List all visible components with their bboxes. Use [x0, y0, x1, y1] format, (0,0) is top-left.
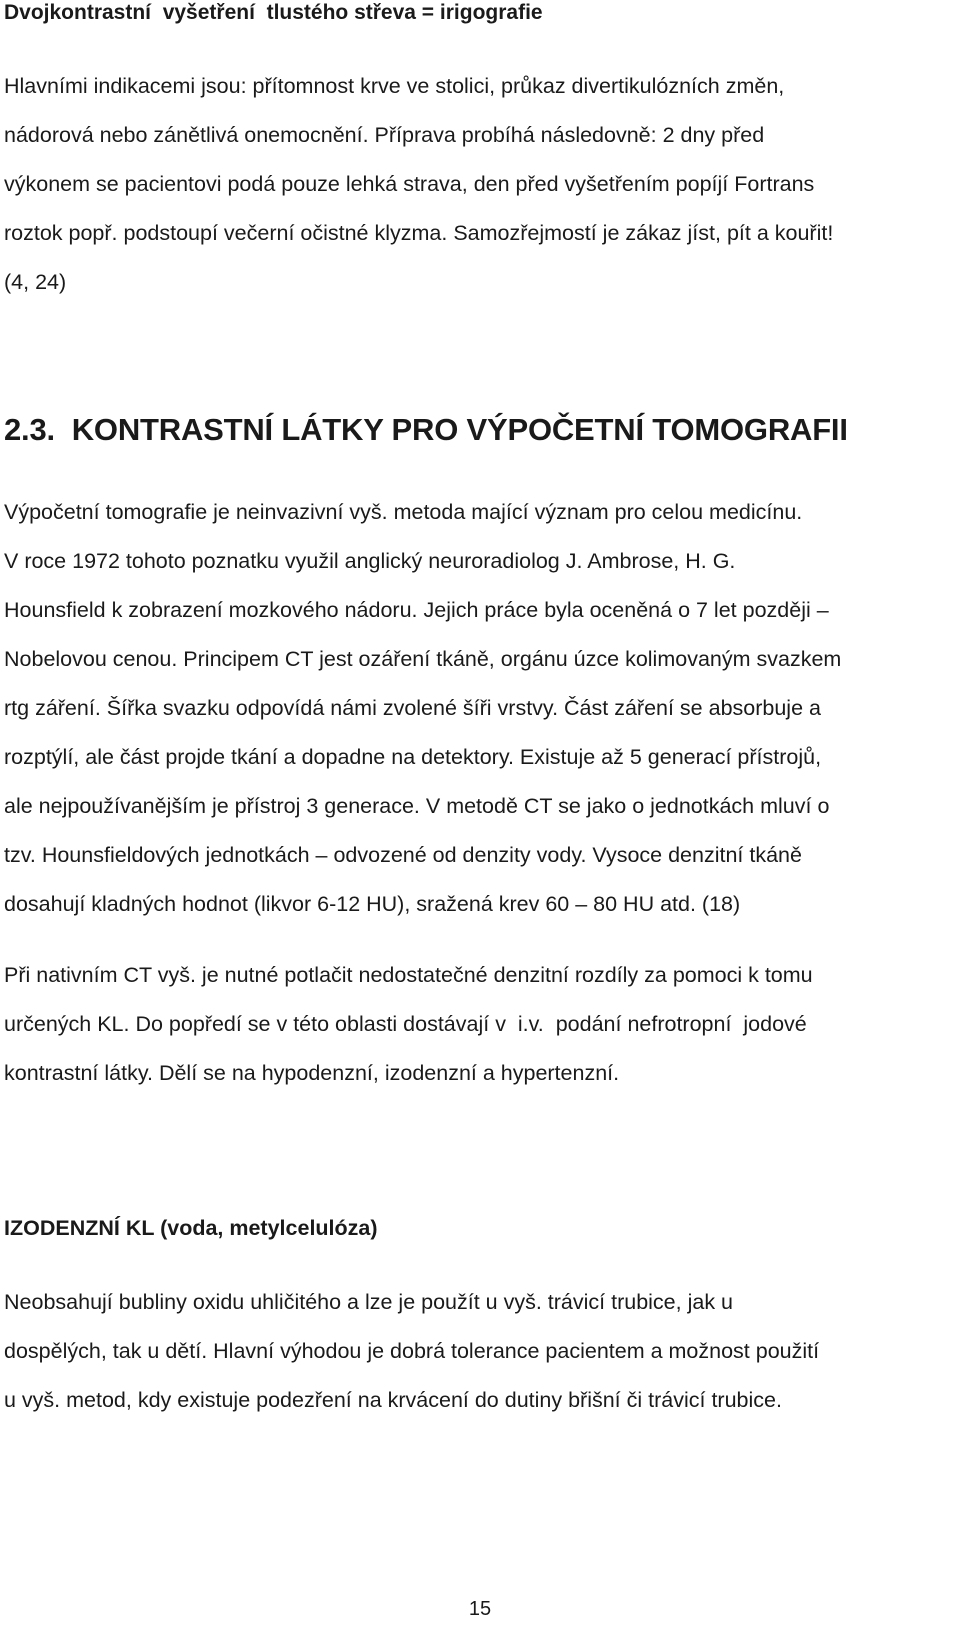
text-line: rozptýlí, ale část projde tkání a dopadne na detektory. Existuje až 5 generací přístrojů,	[4, 745, 822, 769]
text-line: určených KL. Do popředí se v této oblasti dostávají v i.v. podání nefrotropní jodové	[4, 1012, 807, 1036]
text-line: Nobelovou cenou. Principem CT jest ozáření tkáně, orgánu úzce kolimovaným svazkem	[4, 647, 842, 671]
text-line: V roce 1972 tohoto poznatku využil anglický neuroradiolog J. Ambrose, H. G.	[4, 549, 736, 573]
text-line: Hlavními indikacemi jsou: přítomnost krve ve stolici, průkaz divertikulózních změn,	[4, 74, 785, 98]
text-line: tzv. Hounsfieldových jednotkách – odvozené od denzity vody. Vysoce denzitní tkáně	[4, 843, 802, 867]
text-line: ale nejpoužívanějším je přístroj 3 generace. V metodě CT se jako o jednotkách mluví o	[4, 794, 830, 818]
paragraph-nativni-ct	[4, 951, 952, 1098]
section-heading-kontrastni-latky: 2.3. KONTRASTNÍ LÁTKY PRO VÝPOČETNÍ TOMOGRAFII	[4, 412, 848, 447]
text-line: Při nativním CT vyš. je nutné potlačit nedostatečné denzitní rozdíly za pomoci k tomu	[4, 963, 813, 987]
text-line: rtg záření. Šířka svazku odpovídá námi zvolené šíři vrstvy. Část záření se absorbuje a	[4, 696, 821, 720]
paragraph-irigografie	[4, 62, 952, 307]
text-line: Výpočetní tomografie je neinvazivní vyš. metoda mající význam pro celou medicínu.	[4, 500, 803, 524]
text-line: u vyš. metod, kdy existuje podezření na krvácení do dutiny břišní či trávicí trubice.	[4, 1388, 782, 1412]
text-line: dospělých, tak u dětí. Hlavní výhodou je dobrá tolerance pacientem a možnost použití	[4, 1339, 820, 1363]
sub-heading-izodenzni-kl: IZODENZNÍ KL (voda, metylcelulóza)	[4, 1216, 378, 1240]
text-line: dosahují kladných hodnot (likvor 6-12 HU), sražená krev 60 – 80 HU atd. (18)	[4, 892, 741, 916]
page-number: 15	[468, 1598, 492, 1620]
text-line: nádorová nebo zánětlivá onemocnění. Příprava probíhá následovně: 2 dny před	[4, 123, 765, 147]
paragraph-izodenzni	[4, 1278, 952, 1425]
irigografie-heading: Dvojkontrastní vyšetření tlustého střeva = irigografie	[4, 1, 543, 24]
text-line: roztok popř. podstoupí večerní očistné klyzma. Samozřejmostí je zákaz jíst, pít a kouřit!	[4, 221, 834, 245]
text-line: (4, 24)	[4, 270, 67, 294]
text-line: Hounsfield k zobrazení mozkového nádoru. Jejich práce byla oceněná o 7 let později –	[4, 598, 829, 622]
text-line: výkonem se pacientovi podá pouze lehká strava, den před vyšetřením popíjí Fortrans	[4, 172, 815, 196]
text-line: kontrastní látky. Dělí se na hypodenzní, izodenzní a hypertenzní.	[4, 1061, 620, 1085]
paragraph-ct-intro	[4, 488, 952, 929]
text-line: Neobsahují bubliny oxidu uhličitého a lze je použít u vyš. trávicí trubice, jak u	[4, 1290, 734, 1314]
